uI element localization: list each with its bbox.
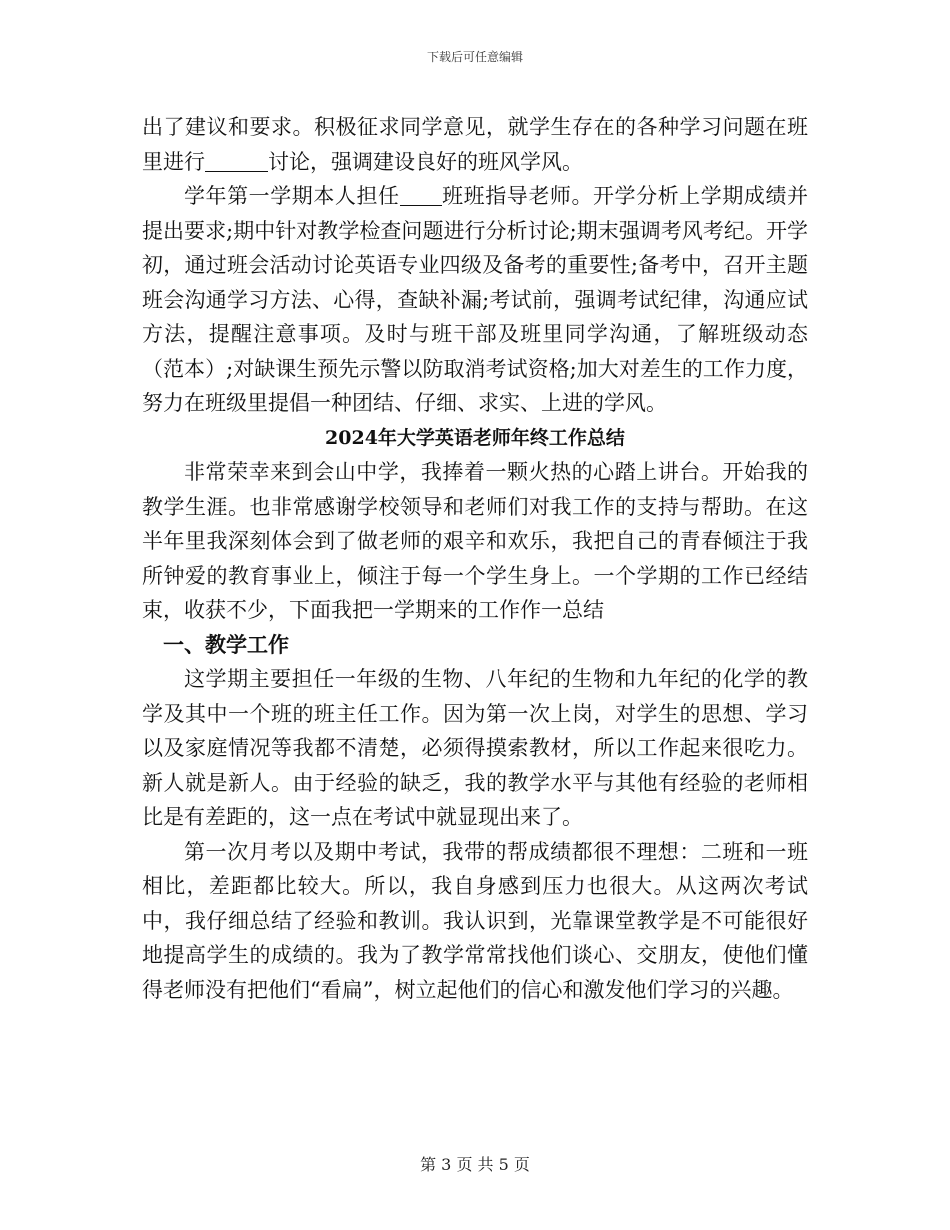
paragraph-3: 非常荣幸来到会山中学，我捧着一颗火热的心踏上讲台。开始我的教学生涯。也非常感谢学校领导和老师们对我工作的支持与帮助。在这半年里我深刻体会到了做老师的艰辛和欢乐，我把自己的青春倾注于我所钟爱的教育事业上，倾注于每一个学生身上。一个学期的工作已经结束，收获不少，下面我把一学期来的工作作一总结 bbox=[142, 460, 808, 622]
paragraph-2-head: 学年第一学期本人担任 bbox=[184, 184, 400, 208]
paragraph-2-tail: 班班指导老师。开学分析上学期成绩并提出要求;期中针对教学检查问题进行分析讨论;期末强调考风考纪。开学初，通过班会活动讨论英语专业四级及备考的重要性;备考中，召开主题班会沟通学习方法、心得，查缺补漏;考试前，强调考试纪律，沟通应试方法，提醒注意事项。及时与班干部及班里同学沟通，了解班级动态（范本）;对缺课生预先示警以防取消考试资格;加大对差生的工作力度，努力在班级里提倡一种团结、仔细、求实、上进的学风。 bbox=[142, 184, 809, 415]
paragraph-1-tail: 讨论，强调建设良好的班风学风。 bbox=[268, 149, 583, 174]
paragraph-4: 这学期主要担任一年级的生物、八年纪的生物和九年纪的化学的教学及其中一个班的班主任工作。因为第一次上岗，对学生的思想、学习以及家庭情况等我都不清楚，必须得摸索教材，所以工作起来很吃力。新人就是新人。由于经验的缺乏，我的教学水平与其他有经验的老师相比是有差距的，这一点在考试中就显现出来了。 bbox=[142, 667, 808, 829]
document-body bbox=[142, 110, 808, 1007]
section-heading-teaching: 一、教学工作 bbox=[163, 631, 289, 657]
fill-in-blank bbox=[205, 150, 268, 172]
paragraph-1-text: 出了建议和要求。积极征求同学意见，就学生存在的各种学习问题在班里进行 bbox=[142, 115, 808, 174]
fill-in-blank bbox=[400, 184, 442, 206]
paragraph-5: 第一次月考以及期中考试，我带的帮成绩都很不理想：二班和一班相比，差距都比较大。所以，我自身感到压力也很大。从这两次考试中，我仔细总结了经验和教训。我认识到，光靠课堂教学是不可能很好地提高学生的成绩的。我为了教学常常找他们谈心、交朋友，使他们懂得老师没有把他们“看扁”，树立起他们的信心和激发他们学习的兴趣。 bbox=[142, 839, 808, 1002]
page-number-footer: 第 3 页 共 5 页 bbox=[420, 1155, 530, 1174]
paragraph-2 bbox=[142, 179, 808, 421]
paragraph-1 bbox=[142, 110, 808, 179]
page-header: 下载后可任意编辑 bbox=[426, 50, 523, 64]
document-title: 2024年大学英语老师年终工作总结 bbox=[325, 426, 625, 449]
